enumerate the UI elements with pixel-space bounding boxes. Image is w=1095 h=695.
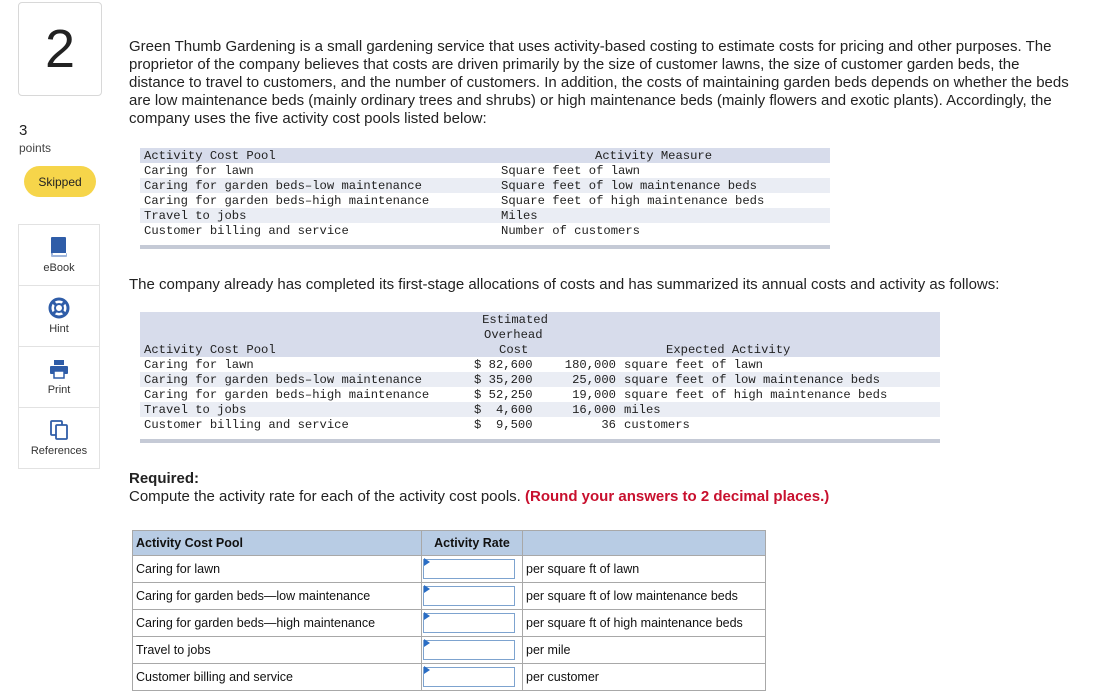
references-icon (48, 419, 70, 441)
pool-name: Travel to jobs (144, 403, 247, 417)
overhead-cost: $ 9,500 (474, 418, 533, 432)
required-text (129, 488, 829, 505)
question-number: 2 (18, 2, 102, 96)
references-label: References (30, 445, 88, 457)
answer-rate-cell (422, 664, 523, 691)
pool-measure: Miles (501, 209, 538, 223)
overhead-cost: $ 35,200 (474, 373, 533, 387)
answer-table (132, 530, 766, 691)
answer-unit: per mile (523, 637, 766, 664)
hint-button[interactable] (18, 285, 100, 346)
table-row (140, 387, 940, 402)
pool-measure: Square feet of low maintenance beds (501, 179, 757, 193)
answer-header-row (133, 531, 766, 556)
pool-name: Customer billing and service (144, 224, 349, 238)
answer-row (133, 583, 766, 610)
table-header (140, 148, 830, 163)
printer-icon (48, 358, 70, 380)
activity-unit: square feet of high maintenance beds (624, 388, 888, 402)
problem-intro: Green Thumb Gardening is a small gardening service that uses activity-based costing to estimate costs for pricing and other purposes. The proprietor of the company believes that costs are driven primarily by the size of customer lawns, the size of customer garden beds, the distance to travel to customers, and the number of customers. In addition, the costs of maintaining garden beds depends on whether the beds are low maintenance beds (mainly ordinary trees and shrubs) or high maintenance beds (mainly flowers and exotic plants). Accordingly, the company uses the five activity cost pools listed below: (129, 38, 1069, 127)
answer-unit: per customer (523, 664, 766, 691)
answer-row (133, 637, 766, 664)
answer-row (133, 556, 766, 583)
answer-pool: Caring for garden beds—low maintenance (133, 583, 422, 610)
answer-pool: Customer billing and service (133, 664, 422, 691)
table-row (140, 402, 940, 417)
pool-measure: Number of customers (501, 224, 640, 238)
entry-flag-icon (424, 639, 430, 647)
answer-header-unit (523, 531, 766, 556)
activity-qty: 19,000 (572, 388, 616, 402)
table-bottom-rule (140, 439, 940, 443)
overhead-cost: $ 4,600 (474, 403, 533, 417)
header-activity: Expected Activity (666, 343, 791, 357)
entry-flag-icon (424, 666, 430, 674)
activity-rate-input-lawn[interactable] (423, 559, 515, 579)
activity-unit: square feet of low maintenance beds (624, 373, 880, 387)
pool-name: Travel to jobs (144, 209, 247, 223)
header-cost: Cost (499, 343, 529, 357)
pool-name: Customer billing and service (144, 418, 349, 432)
table-row (140, 178, 830, 193)
points-value: 3 (19, 122, 28, 139)
rounding-note: (Round your answers to 2 decimal places.) (525, 488, 830, 505)
answer-pool: Travel to jobs (133, 637, 422, 664)
header-estimated: Estimated (482, 313, 548, 327)
table-row (140, 208, 830, 223)
pool-name: Caring for lawn (144, 164, 254, 178)
table-header (140, 312, 940, 357)
activity-rate-input-billing[interactable] (423, 667, 515, 687)
tools-panel (18, 224, 100, 469)
print-label: Print (47, 384, 71, 396)
header-pool: Activity Cost Pool (144, 149, 276, 163)
pool-name: Caring for lawn (144, 358, 254, 372)
activity-qty: 180,000 (564, 358, 616, 372)
answer-header-pool: Activity Cost Pool (133, 531, 422, 556)
activity-rate-input-low-maintenance[interactable] (423, 586, 515, 606)
answer-rate-cell (422, 556, 523, 583)
overhead-cost: $ 52,250 (474, 388, 533, 402)
book-icon (49, 236, 69, 258)
table-row (140, 372, 940, 387)
answer-row (133, 610, 766, 637)
summary-intro: The company already has completed its first-stage allocations of costs and has summarized its annual costs and activity as follows: (129, 276, 1000, 293)
answer-rate-cell (422, 637, 523, 664)
answer-unit: per square ft of lawn (523, 556, 766, 583)
answer-rate-cell (422, 583, 523, 610)
pool-name: Caring for garden beds–low maintenance (144, 373, 422, 387)
entry-flag-icon (424, 612, 430, 620)
ebook-label: eBook (43, 262, 75, 274)
table-row (140, 417, 940, 432)
pool-name: Caring for garden beds–high maintenance (144, 388, 430, 402)
answer-pool: Caring for lawn (133, 556, 422, 583)
costs-activity-table (140, 312, 940, 432)
answer-pool: Caring for garden beds—high maintenance (133, 610, 422, 637)
table-row (140, 163, 830, 178)
table-bottom-rule (140, 245, 830, 249)
activity-pools-table (140, 148, 830, 238)
header-measure: Activity Measure (595, 149, 713, 163)
activity-rate-input-travel[interactable] (423, 640, 515, 660)
hint-icon (48, 297, 70, 319)
activity-rate-input-high-maintenance[interactable] (423, 613, 515, 633)
table-row (140, 357, 940, 372)
entry-flag-icon (424, 585, 430, 593)
activity-qty: 16,000 (572, 403, 616, 417)
pool-measure: Square feet of high maintenance beds (501, 194, 765, 208)
activity-unit: miles (624, 403, 661, 417)
answer-unit: per square ft of high maintenance beds (523, 610, 766, 637)
required-instruction: Compute the activity rate for each of the activity cost pools. (129, 488, 521, 505)
ebook-button[interactable] (18, 224, 100, 285)
table-row (140, 223, 830, 238)
hint-label: Hint (49, 323, 69, 335)
pool-name: Caring for garden beds–high maintenance (144, 194, 430, 208)
answer-unit: per square ft of low maintenance beds (523, 583, 766, 610)
activity-qty: 36 (601, 418, 616, 432)
header-pool: Activity Cost Pool (144, 343, 276, 357)
header-overhead: Overhead (484, 328, 543, 342)
entry-flag-icon (424, 558, 430, 566)
table-row (140, 193, 830, 208)
activity-unit: square feet of lawn (624, 358, 763, 372)
references-button[interactable] (18, 407, 100, 469)
required-heading: Required: (129, 470, 200, 487)
pool-name: Caring for garden beds–low maintenance (144, 179, 422, 193)
answer-row (133, 664, 766, 691)
overhead-cost: $ 82,600 (474, 358, 533, 372)
activity-qty: 25,000 (572, 373, 616, 387)
status-badge: Skipped (24, 166, 96, 197)
print-button[interactable] (18, 346, 100, 407)
pool-measure: Square feet of lawn (501, 164, 640, 178)
answer-rate-cell (422, 610, 523, 637)
activity-unit: customers (624, 418, 690, 432)
points-label: points (19, 141, 52, 155)
answer-header-rate: Activity Rate (422, 531, 523, 556)
